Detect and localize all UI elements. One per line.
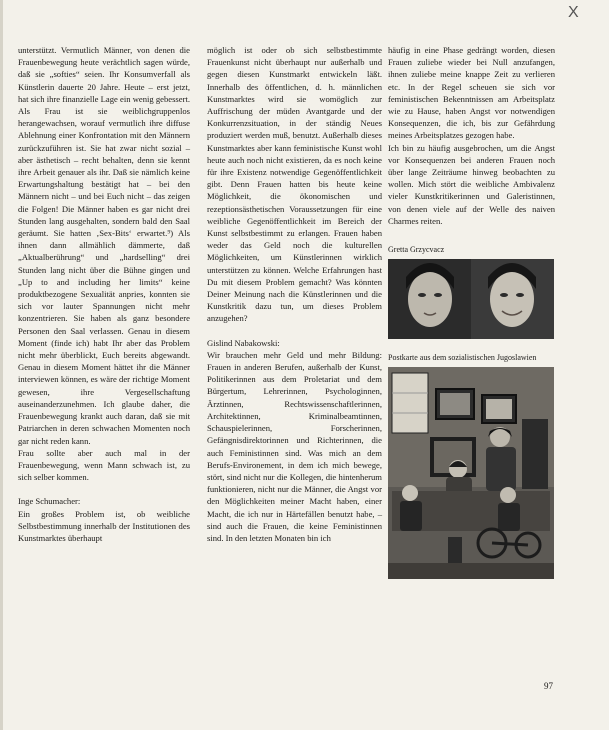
body-paragraph: häufig in eine Phase gedrängt worden, diesen Frauen zuliebe wieder bei Null anzufangen, ihnen zuliebe meine knappe Zeit zu verlieren etc. In der Regel scheuen sie sich vor feministischen Bekenntnissen am Arbeitsplatz wie zu Hause, haben Angst vor notwendigen Konsequenzen, die ich, bis zur Gefährdung meines Arbeitsplatzes gezogen habe. xyxy=(388,45,555,141)
page-number: 97 xyxy=(544,681,553,691)
text-column-middle xyxy=(207,44,382,544)
body-paragraph: Ich bin zu häufig ausgebrochen, um die Angst vor Konsequenzen bei anderen Frauen noch über lange Zeiträume hinweg beobachten zu wollen. Mich stört die weibliche Ambivalenz vieler Kunstkritikerinnen und Galeristinnen, von denen viele auf der Welle des naiven Charmes reiten. xyxy=(388,142,555,226)
text-column-right xyxy=(388,44,555,579)
portrait-photo xyxy=(388,259,554,339)
text-column-left xyxy=(18,44,190,544)
photo-caption: Postkarte aus dem sozialistischen Jugoslawien xyxy=(388,353,537,363)
body-paragraph: unterstützt. Vermutlich Männer, von denen die Frauenbewegung heute verächtlich sagen würde, daß sie „softies“ seien. Ihr Konsumverfall als Künstlerin dauerte 20 Jahre. Heute – erst jetzt, hat sich ihre finanzielle Lage ein wenig gebessert. Als Frau ist sie weiblichgruppenlos herangewachsen, worauf vermutlich ihre diffuse Ablehnung einer Konfrontation mit den Männern zurückzuführen ist. Sie hat zwar nicht sozial – aber ästhetisch – recht behalten, denn sie kennt ihre Arbeit genauer als ihr. Daß sie nämlich keine Erwartungshaltung bestätigt hat – bei den Männern nicht – und bei Euch nicht – das zeigen die Folgen! Die Männer haben es gar nicht drei Stunden lang ausgehalten, sondern bald den Saal geräumt. Sie hatten ‚Sex-Bits‘ erwartet.⁹) Als ihnen dann allmählich dämmerte, daß „Aktualberührung“ und „hardselling“ drei Stunden lang nicht über die Bühne gingen und „Up to and including her limits“ keine produktbezogene Sexualität anpries, konnten sie sich vor lauter Spannungen nicht mehr konzentrieren. Sie haben als ganz besondere Personen den Saal verlassen. Genau in diesem Moment (finde ich) habt Ihr aber das Problem nicht mehr überblickt, Euch bereits abgewandt. Genau in diesem Moment hättet ihr die Männer interviewen können, es wäre der richtige Moment gewesen, ihre Vergesellschaftung auseinanderzunehmen. Ich glaube daher, die Frauenbewegung krankt auch daran, daß sie mit Patriarchen in deren schwachen Momenten noch gar nicht reden kann. xyxy=(18,45,190,446)
photo-caption: Gretta Grzycvacz xyxy=(388,245,445,255)
page-binding-edge xyxy=(0,0,3,730)
body-paragraph: Ein großes Problem ist, ob weibliche Selbstbestimmung innerhalb der Institutionen des Kunstmarktes überhaupt xyxy=(18,508,190,543)
handwritten-corner-mark: X xyxy=(568,4,579,21)
body-paragraph: möglich ist oder ob sich selbstbestimmte Frauenkunst nicht überhaupt nur außerhalb und gegen diesen Kunstmarkt entwickeln läßt. Innerhalb des öffentlichen, d. h. männlichen Kunstmarktes wird sie womöglich zur Auffrischung der müden Avantgarde und der Konkurrenzsituation, in der ständig Neues produziert werden muß, benutzt. Außerhalb dieses Kunstmarktes aber kann feministische Kunst wohl heute auch noch nicht existieren, da es noch keine für ihre Existenz notwendige Gegenöffentlichkeit gibt. Denn Frauen hatten bis heute keine Möglichkeit, die ökonomischen und rezeptionsästhetischen Voraussetzungen für eine weibliche Gegenöffentlichkeit im Bereich der Kunst selbstbestimmt zu erlangen. Frauen haben weder das Geld noch die kulturellen Möglichkeiten, um Künstlerinnen wirklich unterstützen zu können. Welche Erfahrungen hast Du mit diesem Problem gemacht? Was könnten Deiner Meinung nach die Künstlerinnen und die Kunstkritik dazu tun, um dieses Problem anzugehen? xyxy=(207,45,382,324)
body-paragraph: Wir brauchen mehr Geld und mehr Bildung: Frauen in anderen Berufen, außerhalb der Kunst, Politikerinnen aus dem Proletariat und dem Bürgertum, Lehrerinnen, Psychologinnen, Ärztinnen, Rechtswissenschaftlerinnen, Architektinnen, Kriminalbeamtinnen, Schauspielerinnen, Forscherinnen, Gefängnisdirektorinnen und Richterinnen, die auch Feministinnen sind. Was mich an dem Berufs-Environement, in dem ich mich bewege, stört, sind nicht nur die Kollegen, die hintenherum funktionieren, nicht nur die Männer, die Angst vor den Möglichkeiten meiner Macht haben, einer Macht, die ich nur in Härtefällen benutzt habe, – sind auch die Frauen, die keine Feministinnen sind. In den letzten Monaten bin ich xyxy=(207,349,382,543)
speaker-name: Inge Schumacher: xyxy=(18,496,81,507)
body-paragraph: Frau sollte aber auch mal in der Frauenbewegung, wenn Mann schwach ist, zu sich selber kommen. xyxy=(18,447,190,483)
family-postcard-photo xyxy=(388,367,554,579)
speaker-name: Gislind Nabakowski: xyxy=(207,337,280,348)
